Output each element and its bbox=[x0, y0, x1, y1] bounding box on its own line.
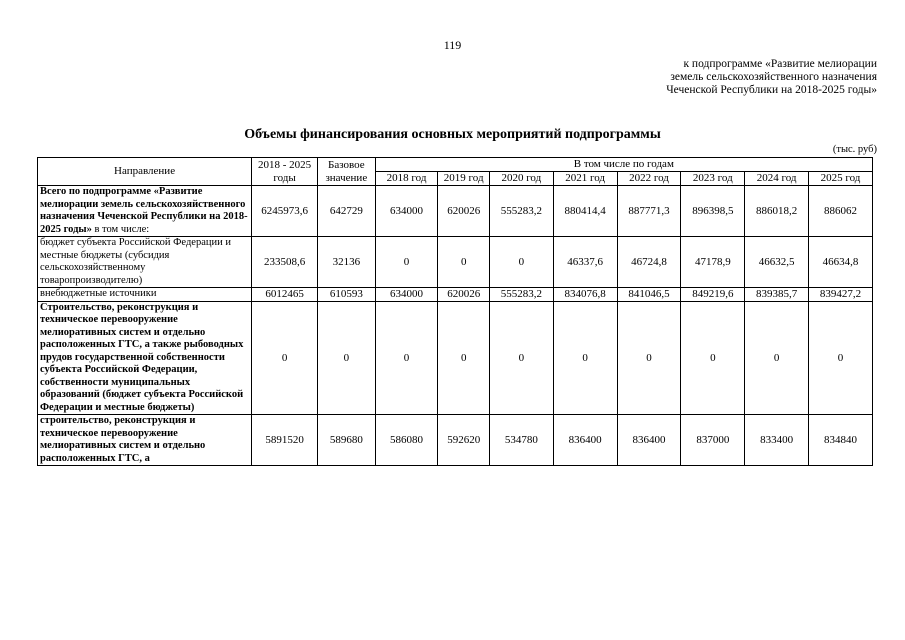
value-cell: 620026 bbox=[438, 186, 489, 237]
header-year: 2019 год bbox=[438, 172, 489, 186]
page-number: 119 bbox=[443, 38, 462, 52]
value-cell: 0 bbox=[553, 301, 617, 415]
value-cell: 634000 bbox=[375, 186, 438, 237]
value-cell: 839427,2 bbox=[809, 288, 873, 302]
header-note-line: земель сельскохозяйственного назначения bbox=[670, 71, 877, 83]
direction-text: внебюджетные источники bbox=[40, 288, 157, 299]
value-cell: 0 bbox=[438, 237, 489, 288]
value-cell: 46634,8 bbox=[809, 237, 873, 288]
value-cell: 0 bbox=[375, 301, 438, 415]
value-cell: 841046,5 bbox=[617, 288, 681, 302]
value-cell: 620026 bbox=[438, 288, 489, 302]
direction-cell bbox=[38, 288, 252, 302]
value-cell: 610593 bbox=[318, 288, 376, 302]
value-cell: 555283,2 bbox=[489, 186, 553, 237]
direction-title: Всего по подпрограмме «Развитие мелиорации земель сельскохозяйственного назначения Чеченской Республики на 2018-2025 годы» bbox=[40, 186, 248, 235]
value-cell: 6245973,6 bbox=[252, 186, 318, 237]
value-cell: 0 bbox=[375, 237, 438, 288]
value-cell: 555283,2 bbox=[489, 288, 553, 302]
value-cell: 589680 bbox=[318, 415, 376, 466]
header-year: 2023 год bbox=[681, 172, 745, 186]
header-note-line: Чеченской Республики на 2018-2025 годы» bbox=[666, 84, 877, 96]
direction-title: Строительство, реконструкция и техническое перевооружение мелиоративных систем и отдельно расположенных ГТС, а также рыбоводных прудов государственной собственности субъекта Российской Федерации, собственности муниципальных образований (бюджет субъекта Российской Федерации и местные бюджеты) bbox=[40, 301, 244, 413]
units-label: (тыс. руб) bbox=[832, 144, 877, 155]
direction-title: строительство, реконструкция и техническое перевооружение мелиоративных систем и отдельно расположенных ГТС, а bbox=[40, 415, 206, 464]
direction-cell bbox=[38, 301, 252, 415]
value-cell: 634000 bbox=[375, 288, 438, 302]
direction-text: бюджет субъекта Российской Федерации и местные бюджеты (субсидия сельскохозяйственному товаропроизводителю) bbox=[40, 237, 231, 286]
header-year: 2022 год bbox=[617, 172, 681, 186]
header-direction: Направление bbox=[38, 158, 252, 186]
value-cell: 0 bbox=[318, 301, 376, 415]
value-cell: 0 bbox=[745, 301, 809, 415]
direction-cell bbox=[38, 237, 252, 288]
value-cell: 0 bbox=[252, 301, 318, 415]
value-cell: 896398,5 bbox=[681, 186, 745, 237]
value-cell: 0 bbox=[489, 237, 553, 288]
table-row bbox=[38, 288, 873, 302]
value-cell: 886062 bbox=[809, 186, 873, 237]
value-cell: 887771,3 bbox=[617, 186, 681, 237]
value-cell: 233508,6 bbox=[252, 237, 318, 288]
value-cell: 833400 bbox=[745, 415, 809, 466]
header-year: 2025 год bbox=[809, 172, 873, 186]
value-cell: 47178,9 bbox=[681, 237, 745, 288]
direction-cell bbox=[38, 186, 252, 237]
header-year: 2021 год bbox=[553, 172, 617, 186]
value-cell: 46337,6 bbox=[553, 237, 617, 288]
value-cell: 0 bbox=[617, 301, 681, 415]
value-cell: 32136 bbox=[318, 237, 376, 288]
table-row bbox=[38, 186, 873, 237]
value-cell: 0 bbox=[809, 301, 873, 415]
value-cell: 834840 bbox=[809, 415, 873, 466]
value-cell: 880414,4 bbox=[553, 186, 617, 237]
table-row bbox=[38, 415, 873, 466]
table-body bbox=[38, 186, 873, 466]
value-cell: 839385,7 bbox=[745, 288, 809, 302]
header-total: 2018 - 2025 годы bbox=[252, 158, 318, 186]
direction-text: в том числе: bbox=[91, 223, 150, 235]
value-cell: 836400 bbox=[617, 415, 681, 466]
header-by-years: В том числе по годам bbox=[375, 158, 872, 172]
value-cell: 642729 bbox=[318, 186, 376, 237]
value-cell: 46632,5 bbox=[745, 237, 809, 288]
value-cell: 0 bbox=[489, 301, 553, 415]
value-cell: 586080 bbox=[375, 415, 438, 466]
value-cell: 592620 bbox=[438, 415, 489, 466]
value-cell: 6012465 bbox=[252, 288, 318, 302]
financing-table bbox=[37, 157, 873, 466]
header-year: 2018 год bbox=[375, 172, 438, 186]
header-base: Базовое значение bbox=[318, 158, 376, 186]
value-cell: 534780 bbox=[489, 415, 553, 466]
value-cell: 0 bbox=[681, 301, 745, 415]
table-row bbox=[38, 237, 873, 288]
header-year: 2024 год bbox=[745, 172, 809, 186]
value-cell: 46724,8 bbox=[617, 237, 681, 288]
direction-cell bbox=[38, 415, 252, 466]
header-year: 2020 год bbox=[489, 172, 553, 186]
table-row bbox=[38, 301, 873, 415]
value-cell: 5891520 bbox=[252, 415, 318, 466]
value-cell: 834076,8 bbox=[553, 288, 617, 302]
value-cell: 0 bbox=[438, 301, 489, 415]
header-note-line: к подпрограмме «Развитие мелиорации bbox=[683, 58, 877, 70]
document-title: Объемы финансирования основных мероприятий подпрограммы bbox=[244, 127, 661, 142]
header-note bbox=[666, 58, 877, 97]
value-cell: 837000 bbox=[681, 415, 745, 466]
value-cell: 849219,6 bbox=[681, 288, 745, 302]
value-cell: 886018,2 bbox=[745, 186, 809, 237]
value-cell: 836400 bbox=[553, 415, 617, 466]
